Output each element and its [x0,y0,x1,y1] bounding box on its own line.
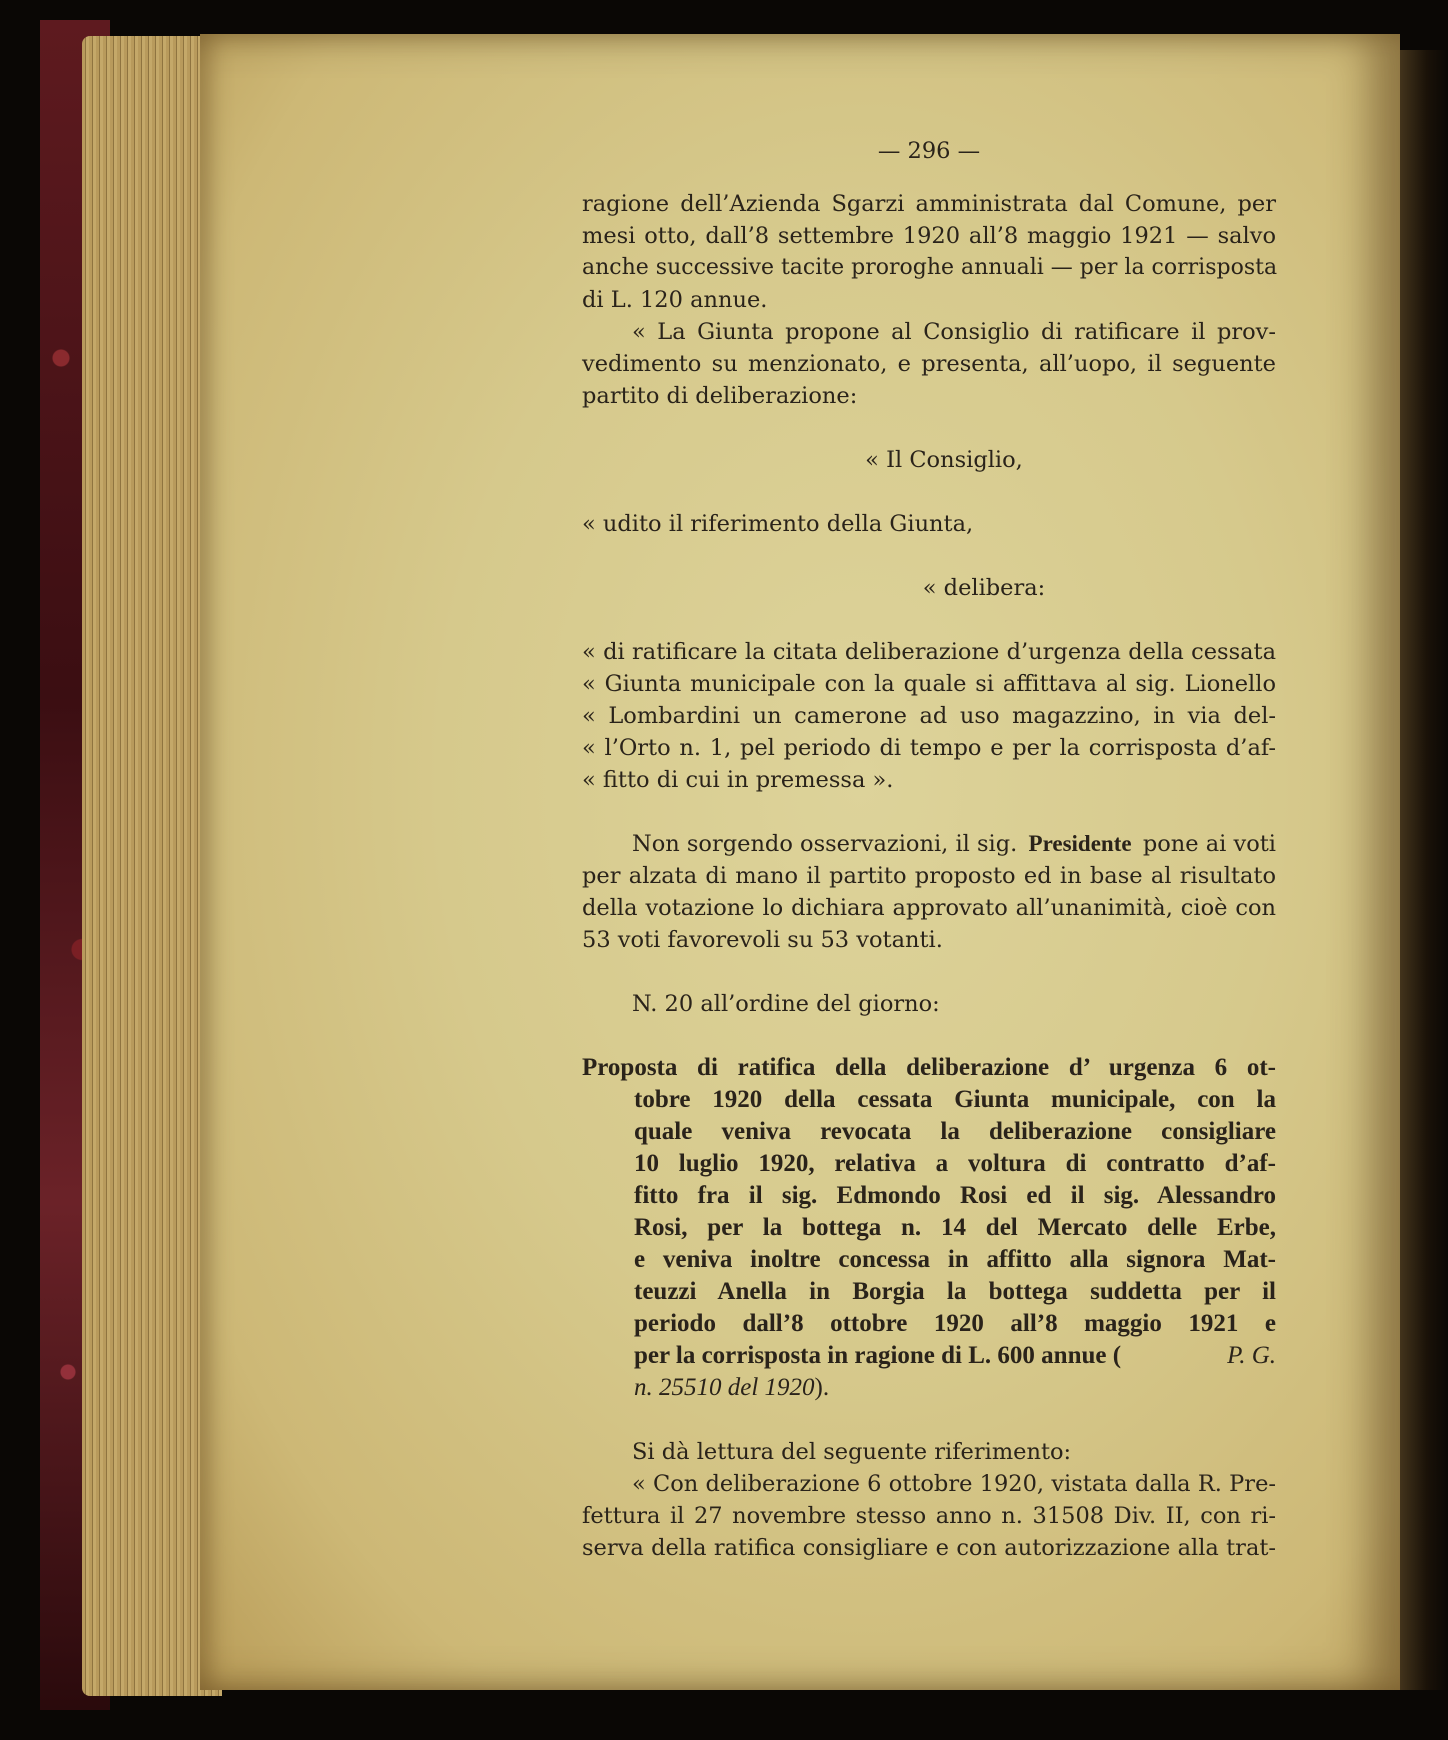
text-line: per alzata di mano il partito proposto ed in base al risultato [582,863,1276,889]
proposal-line: fitto fra il sig. Edmondo Rosi ed il sig. Alessandro [634,1182,1276,1209]
text-line: serva della ratifica consigliare e con autorizzazione alla trat- [582,1535,1276,1561]
proposal-line: tobre 1920 della cessata Giunta municipale, con la [634,1086,1276,1113]
text-line: « fitto di cui in premessa ». [582,767,894,793]
page-number: — 296 — [877,138,981,164]
text-line: ragione dell’Azienda Sgarzi amministrata dal Comune, per [582,191,1276,217]
text-span: pone ai voti [1142,831,1276,857]
text-line: « l’Orto n. 1, pel periodo di tempo e per la corrisposta d’af- [582,735,1276,761]
text-line: della votazione lo dichiara approvato all’unanimità, cioè con [582,895,1276,921]
text-line: « Giunta municipale con la quale si affittava al sig. Lionello [582,671,1276,697]
proposal-line [582,1372,1276,1404]
proposal-line: quale veniva revocata la deliberazione consigliare [634,1118,1276,1145]
reference-italic: n. 25510 del 1920 [634,1374,815,1401]
text-line: mesi otto, dall’8 settembre 1920 all’8 maggio 1921 — salvo [582,223,1276,249]
text-line: Si dà lettura del seguente riferimento: [632,1439,1072,1465]
agenda-item-heading: N. 20 all’ordine del giorno: [632,991,940,1017]
text-span: ). [814,1374,830,1401]
text-line: « delibera: [922,575,1046,601]
text-span: per la corrisposta in ragione di L. 600 annue ( [634,1342,1122,1369]
presidente-line [582,828,1276,860]
text-line: « di ratificare la citata deliberazione d’urgenza della cessata [582,639,1276,665]
proposal-line: Proposta di ratifica della deliberazione d’ urgenza 6 ot- [582,1054,1276,1081]
proposal-line: Rosi, per la bottega n. 14 del Mercato delle Erbe, [634,1214,1276,1241]
proposal-line: teuzzi Anella in Borgia la bottega suddetta per il [634,1278,1276,1305]
text-line: di L. 120 annue. [582,287,768,313]
text-span: Non sorgendo osservazioni, il sig. [632,831,1018,857]
reference-italic: P. G. [1227,1342,1276,1369]
text-line: « Il Consiglio, [865,447,1023,473]
proposal-line: e veniva inoltre concessa in affitto alla signora Mat- [634,1246,1276,1273]
text-line: vedimento su menzionato, e presenta, all’uopo, il seguente [582,351,1276,377]
text-line: partito di deliberazione: [582,383,858,409]
text-line: 53 voti favorevoli su 53 votanti. [582,927,943,953]
proposal-line: 10 luglio 1920, relativa a voltura di contratto d’af- [634,1150,1276,1177]
text-line: « Lombardini un camerone ad uso magazzino, in via del- [582,703,1276,729]
text-line: fettura il 27 novembre stesso anno n. 31508 Div. II, con ri- [582,1503,1276,1529]
proposal-line [582,1340,1276,1372]
text-line: « udito il riferimento della Giunta, [582,511,974,537]
presidente-name: Presidente [1028,831,1132,856]
text-line: « Con deliberazione 6 ottobre 1920, vistata dalla R. Pre- [632,1471,1276,1497]
text-line: « La Giunta propone al Consiglio di ratificare il prov- [632,319,1276,345]
text-line: anche successive tacite proroghe annuali — per la corrisposta [582,255,1278,280]
page-stack-right [1395,50,1448,1690]
proposal-line: periodo dall’8 ottobre 1920 all’8 maggio 1921 e [634,1310,1276,1337]
book-page [200,34,1400,1690]
